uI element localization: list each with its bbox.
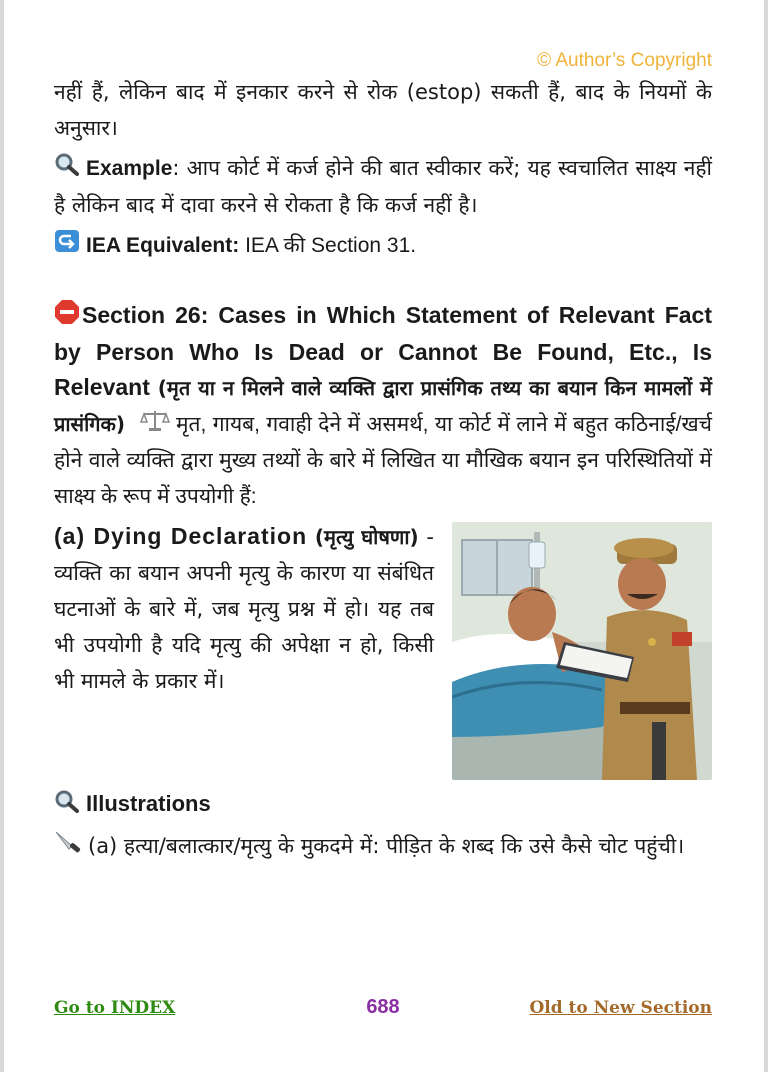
balance-scale-icon bbox=[140, 407, 170, 442]
illustrations-label: Illustrations bbox=[86, 791, 211, 817]
page-number: 688 bbox=[366, 996, 400, 1018]
magnifier-icon bbox=[54, 151, 80, 187]
dying-declaration-hindi: (मृत्यु घोषणा) bbox=[314, 525, 419, 550]
section-26-body: मृत, गायब, गवाही देने में असमर्थ, या कोर्ट में लाने में बहुत कठिनाई/खर्च होने वाले व्यक्ति द्वारा मुख्य तथ्यों के बारे में लिखित या मौखिक बयान इन परिस्थितियों में साक्ष्य के रूप में उपयोगी हैं: bbox=[54, 412, 713, 509]
iea-label: IEA Equivalent: bbox=[86, 234, 240, 257]
knife-icon bbox=[54, 829, 82, 865]
iea-text: IEA की Section 31. bbox=[239, 234, 417, 257]
magnifier-icon bbox=[54, 788, 80, 824]
return-arrow-icon bbox=[54, 228, 80, 264]
page-footer bbox=[54, 996, 712, 1024]
example-text: : आप कोर्ट में कर्ज होने की बात स्वीकार करें; यह स्वचालित साक्ष्य नहीं है लेकिन बाद में दावा करने से रोकता है कि कर्ज नहीं है। bbox=[54, 156, 712, 217]
dying-declaration-text: - व्यक्ति का बयान अपनी मृत्यु के कारण या संबंधित घटनाओं के बारे में, जब मृत्यु प्रश्न में हो। यह तब भी उपयोगी है यदि मृत्यु की अपेक्षा न हो, किसी भी मामले के प्रकार में। bbox=[54, 525, 434, 694]
go-to-index-link[interactable]: Go to INDEX bbox=[54, 998, 176, 1018]
page-edge-left bbox=[0, 0, 4, 1072]
stop-sign-icon bbox=[54, 299, 80, 335]
paragraph-continuation: नहीं हैं, लेकिन बाद में इनकार करने से रोक (estop) सकती हैं, बाद के नियमों के अनुसार। bbox=[54, 80, 712, 140]
old-to-new-section-link[interactable]: Old to New Section bbox=[529, 998, 712, 1018]
illustration-item bbox=[54, 828, 712, 865]
page-edge-right bbox=[764, 0, 768, 1072]
example-paragraph bbox=[54, 150, 712, 223]
section-26-title: Section 26: Cases in Which Statement of Relevant Fact by Person Who Is Dead or Cannot Be Found, Etc., Is Relevant bbox=[54, 302, 712, 400]
page-content bbox=[54, 74, 712, 865]
section-26-title-hindi: (मृत या न मिलने वाले व्यक्ति द्वारा प्रासंगिक तथ्य का बयान किन मामलों में प्रासंगिक) bbox=[54, 375, 712, 436]
example-label: Example bbox=[86, 157, 173, 180]
iea-paragraph bbox=[54, 227, 712, 264]
section-26-heading bbox=[54, 298, 712, 514]
copyright-notice: © Author’s Copyright bbox=[537, 50, 712, 71]
illustration-item-text: (a) हत्या/बलात्कार/मृत्यु के मुकदमे में: पीड़ित के शब्द कि उसे कैसे चोट पहुंची। bbox=[88, 833, 685, 858]
hospital-illustration bbox=[452, 522, 712, 780]
police-officer-hospital-image bbox=[452, 522, 712, 780]
illustrations-heading bbox=[54, 786, 712, 823]
dying-declaration-title: (a) Dying Declaration bbox=[54, 523, 308, 550]
